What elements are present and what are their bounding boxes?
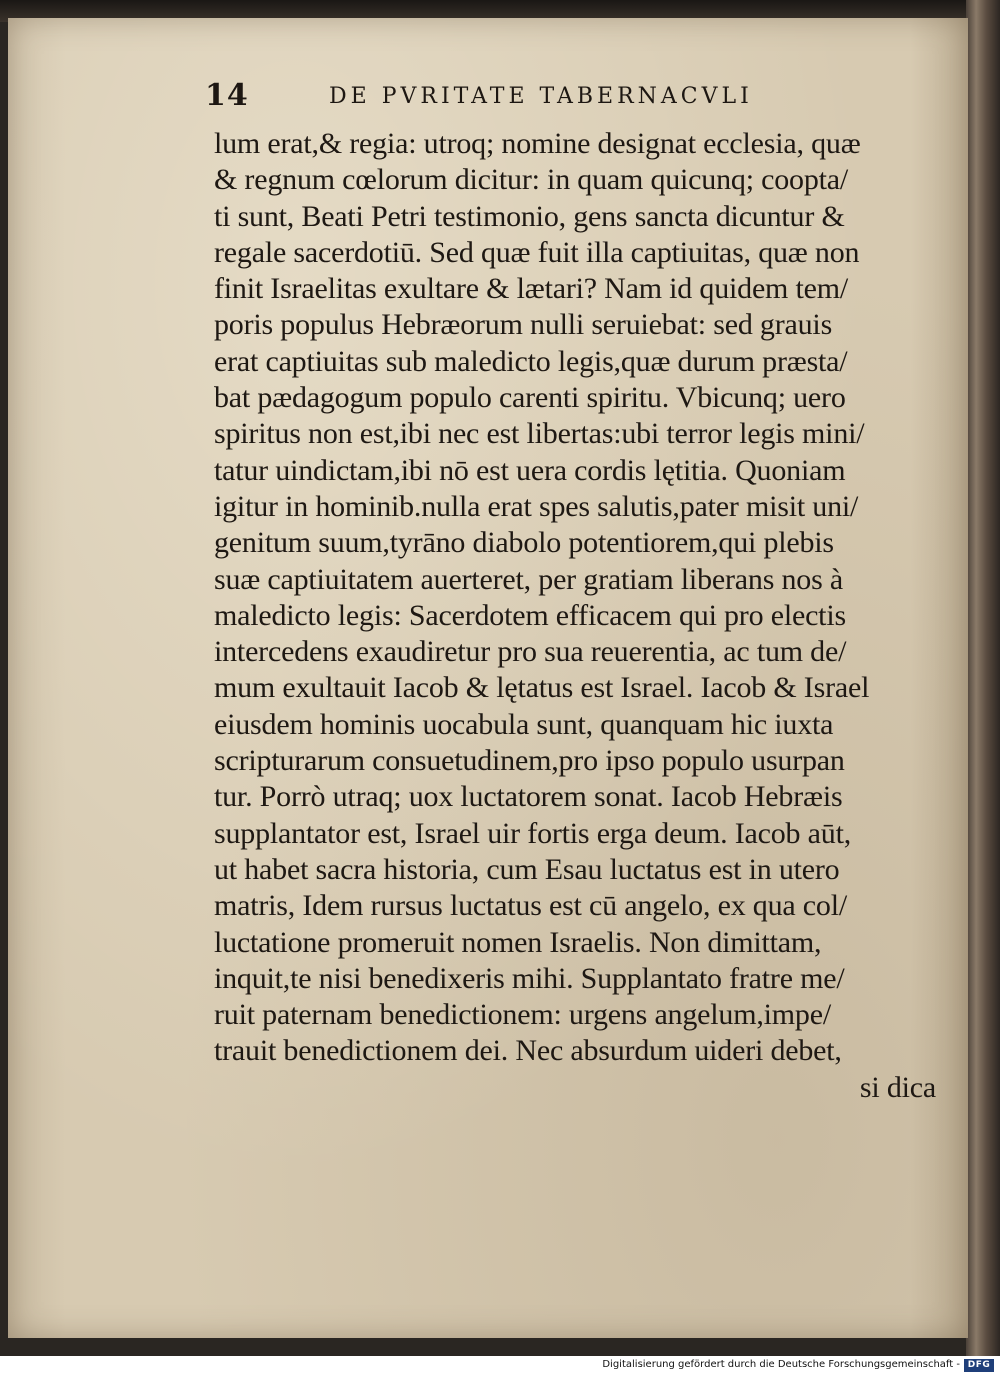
body-text <box>214 126 954 1106</box>
page-number: 14 <box>205 78 249 113</box>
text-line: suæ captiuitatem auerteret, per gratiam liberans nos à <box>214 562 843 596</box>
text-line: intercedens exaudiretur pro sua reuerentia, ac tum de/ <box>214 635 847 669</box>
text-line: scripturarum consuetudinem,pro ipso populo usurpan <box>214 744 845 778</box>
text-line: tur. Porrò utraq; uox luctatorem sonat. Iacob Hebræis <box>214 780 843 814</box>
text-line: & regnum cœlorum dicitur: in quam quicunq; coopta/ <box>214 163 849 197</box>
running-head-title: DE PVRITATE TABERNACVLI <box>329 84 753 109</box>
running-head <box>205 78 865 118</box>
text-line: supplantator est, Israel uir fortis erga deum. Iacob aūt, <box>214 816 851 850</box>
text-line: trauit benedictionem dei. Nec absurdum uideri debet, <box>214 1034 842 1068</box>
text-line: lum erat,& regia: utroq; nomine designat ecclesia, quæ <box>214 127 861 160</box>
text-line: matris, Idem rursus luctatus est cū angelo, ex qua col/ <box>214 889 847 923</box>
text-line: erat captiuitas sub maledicto legis,quæ durum præsta/ <box>214 344 848 378</box>
text-line: ut habet sacra historia, cum Esau luctatus est in utero <box>214 852 840 886</box>
text-line: genitum suum,tyrāno diabolo potentiorem,qui plebis <box>214 526 834 560</box>
text-line: spiritus non est,ibi nec est libertas:ubi terror legis mini/ <box>214 417 865 451</box>
funding-credit: Digitalisierung gefördert durch die Deutsche Forschungsgemeinschaft - <box>602 1359 960 1370</box>
text-line: tatur uindictam,ibi nō est uera cordis lętitia. Quoniam <box>214 453 846 487</box>
text-line: igitur in hominib.nulla erat spes salutis,pater misit uni/ <box>214 489 859 523</box>
text-line: maledicto legis: Sacerdotem efficacem qui pro electis <box>214 598 846 632</box>
text-line: luctatione promeruit nomen Israelis. Non dimittam, <box>214 925 822 959</box>
dfg-logo-icon: DFG <box>964 1359 994 1372</box>
book-fore-edge <box>966 0 1000 1356</box>
text-line: poris populus Hebræorum nulli seruiebat: sed grauis <box>214 308 833 342</box>
text-line: eiusdem hominis uocabula sunt, quanquam hic iuxta <box>214 707 834 741</box>
text-line: regale sacerdotiū. Sed quæ fuit illa captiuitas, quæ non <box>214 235 860 269</box>
catchword: si dica <box>859 1070 936 1104</box>
text-line: inquit,te nisi benedixeris mihi. Supplantato fratre me/ <box>214 961 845 995</box>
text-line: ruit paternam benedictionem: urgens angelum,impe/ <box>214 998 831 1032</box>
text-line: bat pædagogum populo carenti spiritu. Vbicunq; uero <box>214 381 846 415</box>
footer-bar <box>0 1356 1000 1375</box>
text-line: mum exultauit Iacob & lętatus est Israel. Iacob & Israel <box>214 671 870 705</box>
text-line: ti sunt, Beati Petri testimonio, gens sancta dicuntur & <box>214 199 845 233</box>
text-line: finit Israelitas exultare & lætari? Nam id quidem tem/ <box>214 272 849 306</box>
